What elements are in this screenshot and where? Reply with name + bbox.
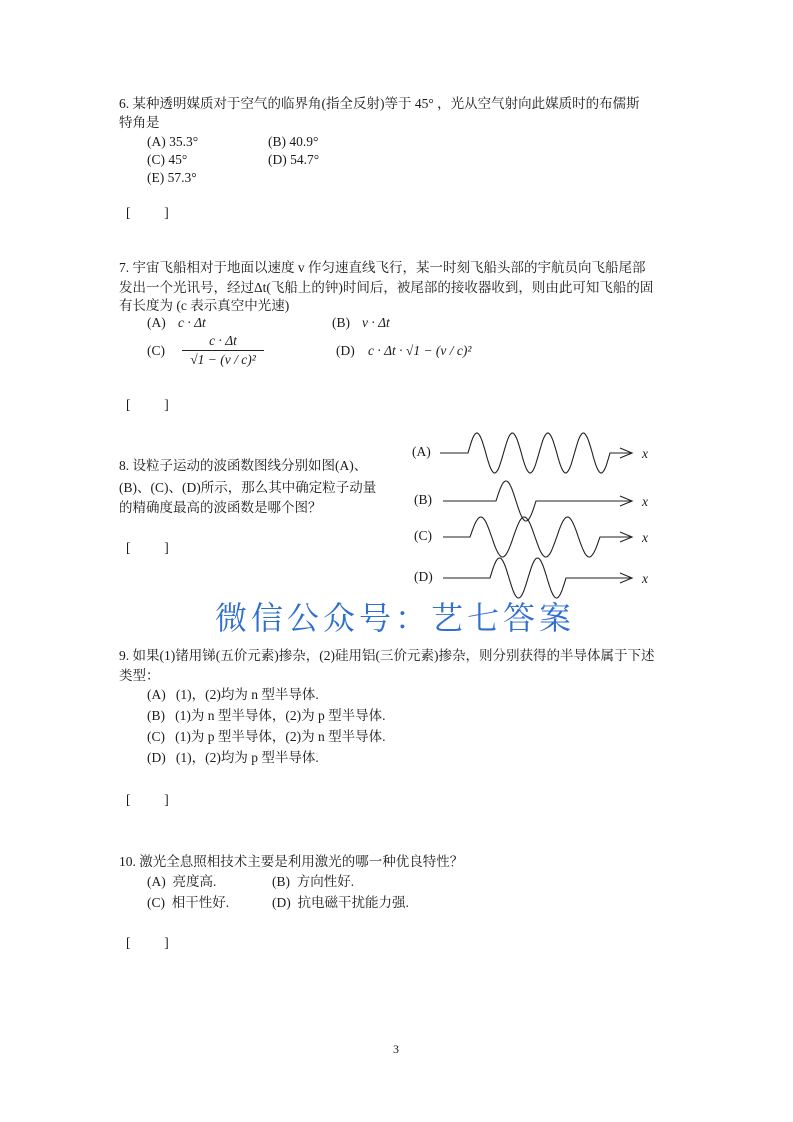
q7-option-d-label: (D) [336,343,355,358]
q10-option-a: (A) 亮度高. [147,874,217,889]
q6-option-a: (A) 35.3° [147,134,199,149]
q7-option-b-label: (B) [332,315,350,330]
wave-a-curve [440,433,632,473]
q7-option-a-expr: c · Δt [178,315,206,330]
q7-option-c-numerator: c · Δt [182,332,264,351]
q6-option-b: (B) 40.9° [268,134,319,149]
wave-a-axis-label: x [642,446,648,461]
wave-b-axis-label: x [642,494,648,509]
q10-option-b: (B) 方向性好. [272,874,355,889]
q6-option-d: (D) 54.7° [268,152,320,167]
q9-text-line1: 9. 如果(1)锗用锑(五价元素)掺杂，(2)硅用铝(三价元素)掺杂，则分别获得的半导体属于下述 [119,648,655,663]
q7-text-line1: 7. 宇宙飞船相对于地面以速度 v 作匀速直线飞行，某一时刻飞船头部的宇航员向飞船尾部 [119,260,646,275]
q8-text-line2: (B)、(C)、(D)所示，那么其中确定粒子动量 [119,480,377,495]
q9-text-line2: 类型： [119,668,160,683]
q9-option-c: (C) (1)为 p 型半导体，(2)为 n 型半导体. [147,729,386,744]
q10-option-d: (D) 抗电磁干扰能力强. [272,895,409,910]
wave-a-label: (A) [412,444,431,459]
q7-option-b-expr: v · Δt [362,315,390,330]
q9-option-a: (A) (1)，(2)均为 n 型半导体. [147,687,319,702]
page-number: 3 [393,1042,399,1056]
q6-option-e: (E) 57.3° [147,170,197,185]
q8-text-line3: 的精确度最高的波函数是哪个图？ [119,500,322,515]
q6-text-line2: 特角是 [119,115,160,130]
q6-option-c: (C) 45° [147,152,188,167]
wave-b-label: (B) [414,492,432,507]
q7-option-a-label: (A) [147,315,166,330]
q9-option-b: (B) (1)为 n 型半导体，(2)为 p 型半导体. [147,708,386,723]
q7-option-c-denominator: √1 − (v / c)² [190,352,256,367]
q10-answer-bracket[interactable]: [ ] [126,935,169,950]
q7-answer-bracket[interactable]: [ ] [126,397,169,412]
q8-answer-bracket[interactable]: [ ] [126,540,169,555]
q9-option-d: (D) (1)，(2)均为 p 型半导体. [147,750,319,765]
q7-option-d-expr: c · Δt · √1 − (v / c)² [368,343,472,358]
q8-text-line1: 8. 设粒子运动的波函数图线分别如图(A)、 [119,458,368,473]
watermark: 微信公众号：艺七答案 [215,599,576,637]
wave-c-axis-label: x [642,530,648,545]
q7-text-line3: 有长度为 (c 表示真空中光速) [119,298,290,313]
wave-b-curve [443,481,632,521]
q6-answer-bracket[interactable]: [ ] [126,205,169,220]
wave-c-curve [443,517,632,557]
q7-text-line2: 发出一个光讯号，经过Δt(飞船上的钟)时间后，被尾部的接收器收到，则由此可知飞船的固 [119,280,654,295]
q10-option-c: (C) 相干性好. [147,895,230,910]
q7-option-c-label: (C) [147,343,165,358]
wave-d-axis-label: x [642,571,648,586]
wave-d-curve [443,558,632,598]
q10-text-line1: 10. 激光全息照相技术主要是利用激光的哪一种优良特性？ [119,854,464,869]
wave-c-label: (C) [414,528,432,543]
wave-d-label: (D) [414,569,433,584]
q9-answer-bracket[interactable]: [ ] [126,792,169,807]
q6-text-line1: 6. 某种透明媒质对于空气的临界角(指全反射)等于 45° ，光从空气射向此媒质时的布儒斯 [119,96,640,111]
